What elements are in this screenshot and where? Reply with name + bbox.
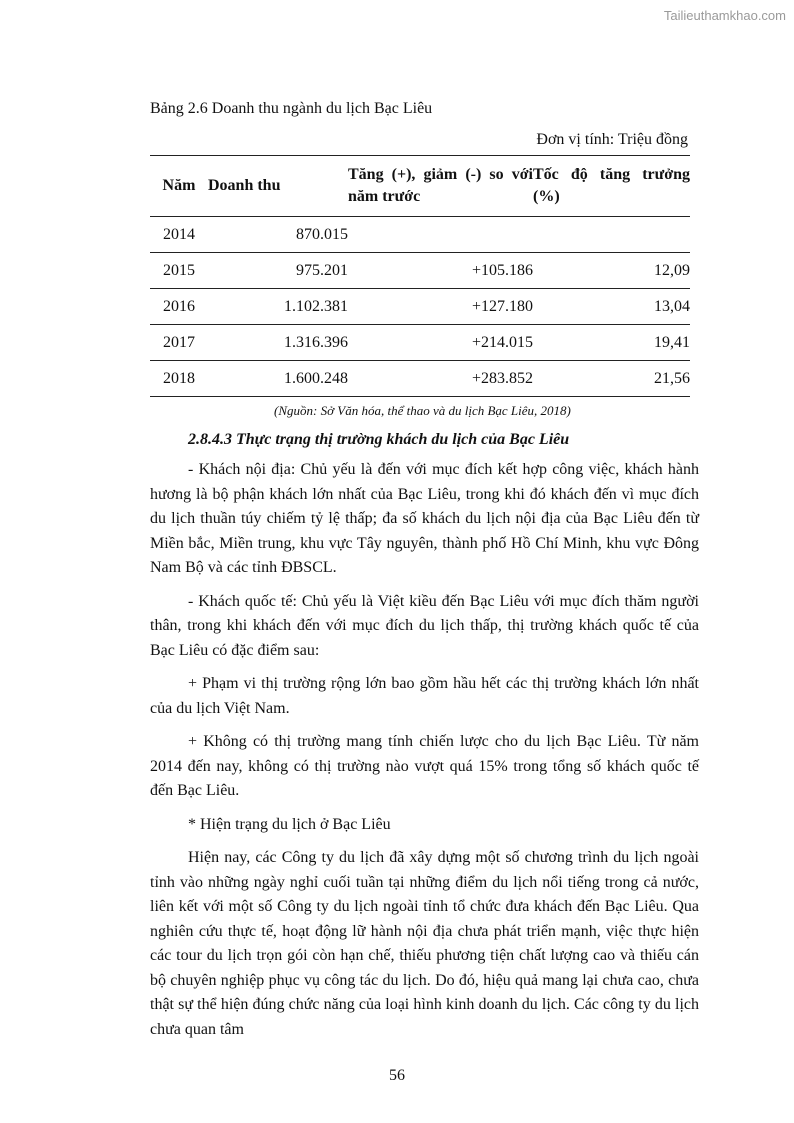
section-heading: 2.8.4.3 Thực trạng thị trường khách du lịch của Bạc Liêu — [188, 431, 570, 448]
cell-year: 2018 — [150, 361, 208, 397]
header-year: Năm — [150, 156, 208, 217]
cell-change: +214.015 — [348, 325, 533, 361]
cell-change: +283.852 — [348, 361, 533, 397]
table-row — [150, 325, 690, 361]
paragraph: + Không có thị trường mang tính chiến lược cho du lịch Bạc Liêu. Từ năm 2014 đến nay, không có thị trường nào vượt quá 15% trong tổng số khách quốc tế đến Bạc Liêu. — [150, 733, 699, 799]
cell-revenue: 1.102.381 — [208, 289, 348, 325]
cell-revenue: 1.316.396 — [208, 325, 348, 361]
table-row — [150, 253, 690, 289]
table-caption: Bảng 2.6 Doanh thu ngành du lịch Bạc Liêu — [150, 100, 433, 117]
header-revenue: Doanh thu — [208, 156, 348, 217]
body-text — [150, 458, 699, 1051]
revenue-table — [150, 155, 690, 397]
table-row — [150, 217, 690, 253]
header-change: Tăng (+), giảm (-) so với năm trước — [348, 156, 533, 217]
cell-growth: 13,04 — [533, 289, 690, 325]
cell-revenue: 870.015 — [208, 217, 348, 253]
table-header-row — [150, 156, 690, 217]
paragraph: + Phạm vi thị trường rộng lớn bao gồm hầu hết các thị trường khách lớn nhất của du lịch Việt Nam. — [150, 675, 699, 717]
paragraph: Hiện nay, các Công ty du lịch đã xây dựng một số chương trình du lịch ngoài tỉnh vào những ngày nghỉ cuối tuần tại những điểm du lịch nổi tiếng trong cả nước, liên kết với một số Công ty du lịch ngoài tỉnh tổ chức đưa khách đến Bạc Liêu. Qua nghiên cứu thực tế, hoạt động lữ hành nội địa chưa phát triển mạnh, việc thực hiện các tour du lịch trọn gói còn hạn chế, thiếu phương tiện chất lượng cao và thiếu cán bộ chuyên nghiệp phục vụ công tác du lịch. Do đó, hiệu quả mang lại chưa cao, chưa thật sự thể hiện đúng chức năng của loại hình kinh doanh du lịch. Các công ty du lịch chưa quan tâm — [150, 849, 699, 1038]
cell-change: +127.180 — [348, 289, 533, 325]
cell-growth: 12,09 — [533, 253, 690, 289]
table-source: (Nguồn: Sở Văn hóa, thể thao và du lịch Bạc Liêu, 2018) — [274, 403, 571, 418]
cell-year: 2015 — [150, 253, 208, 289]
table-row — [150, 289, 690, 325]
header-growth: Tốc độ tăng trưởng (%) — [533, 156, 690, 217]
paragraph: - Khách nội địa: Chủ yếu là đến với mục đích kết hợp công việc, khách hành hương là bộ phận khách lớn nhất của Bạc Liêu, trong khi đó khách đến vì mục đích du lịch thuần túy chiếm tỷ lệ thấp; đa số khách du lịch nội địa của Bạc Liêu đến từ Miền bắc, Miền trung, khu vực Tây nguyên, thành phố Hồ Chí Minh, khu vực Đông Nam Bộ và các tỉnh ĐBSCL. — [150, 461, 699, 576]
cell-year: 2016 — [150, 289, 208, 325]
cell-year: 2014 — [150, 217, 208, 253]
paragraph: - Khách quốc tế: Chủ yếu là Việt kiều đến Bạc Liêu với mục đích thăm người thân, trong khi khách đến với mục đích du lịch thấp, thị trường khách quốc tế của Bạc Liêu có đặc điểm sau: — [150, 592, 699, 659]
paragraph: * Hiện trạng du lịch ở Bạc Liêu — [188, 815, 391, 833]
cell-growth — [533, 217, 690, 253]
cell-revenue: 975.201 — [208, 253, 348, 289]
cell-year: 2017 — [150, 325, 208, 361]
cell-change: +105.186 — [348, 253, 533, 289]
cell-growth: 21,56 — [533, 361, 690, 397]
page-number: 56 — [389, 1067, 405, 1084]
cell-change — [348, 217, 533, 253]
table-row — [150, 361, 690, 397]
cell-revenue: 1.600.248 — [208, 361, 348, 397]
watermark: Tailieuthamkhao.com — [663, 8, 786, 23]
unit-label: Đơn vị tính: Triệu đồng — [536, 131, 688, 148]
cell-growth: 19,41 — [533, 325, 690, 361]
